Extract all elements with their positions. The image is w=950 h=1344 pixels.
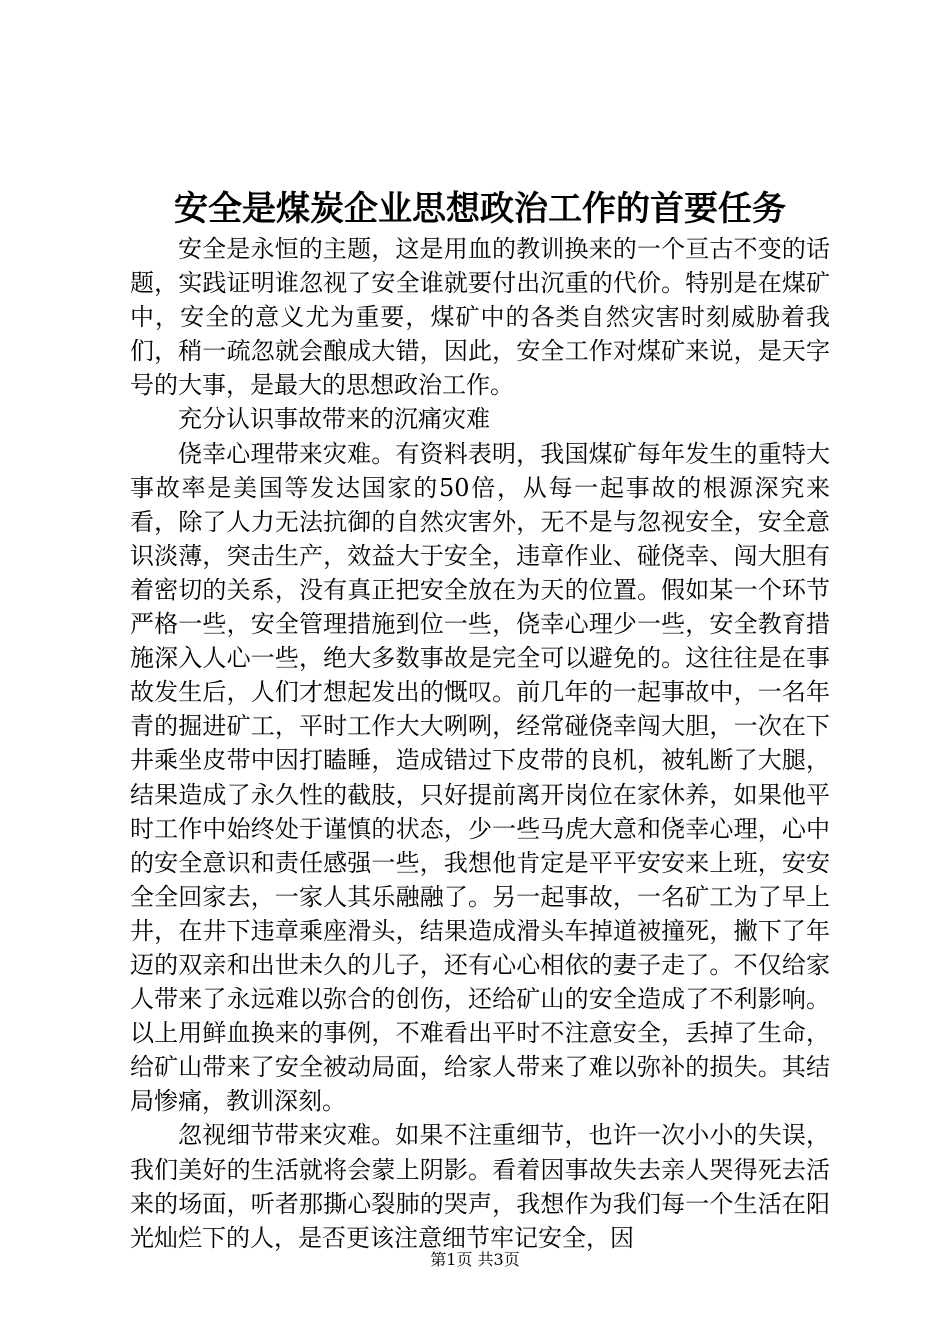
paragraph-luck-mentality: 侥幸心理带来灾难。有资料表明，我国煤矿每年发生的重特大事故率是美国等发达国家的50倍，从每一起事故的根源深究来看，除了人力无法抗御的自然灾害外，无不是与忽视安全，安全意识淡薄，突击生产，效益大于安全，违章作业、碰侥幸、闯大胆有着密切的关系，没有真正把安全放在为天的位置。假如某一个环节严格一些，安全管理措施到位一些，侥幸心理少一些，安全教育措施深入人心一些，绝大多数事故是完全可以避免的。这往往是在事故发生后，人们才想起发出的慨叹。前几年的一起事故中，一名年青的掘进矿工，平时工作大大咧咧，经常碰侥幸闯大胆，一次在下井乘坐皮带中因打瞌睡，造成错过下皮带的良机，被轧断了大腿，结果造成了永久性的截肢，只好提前离开岗位在家休养，如果他平时工作中始终处于谨慎的状态，少一些马虎大意和侥幸心理，心中的安全意识和责任感强一些，我想他肯定是平平安安来上班，安安全全回家去，一家人其乐融融了。另一起事故，一名矿工为了早上井，在井下违章乘座滑头，结果造成滑头车掉道被撞死，撇下了年迈的双亲和出世未久的儿子，还有心心相依的妻子走了。不仅给家人带来了永远难以弥合的创伤，还给矿山的安全造成了不利影响。以上用鲜血换来的事例，不难看出平时不注意安全，丢掉了生命，给矿山带来了安全被动局面，给家人带来了难以弥补的损失。其结局惨痛，教训深刻。 bbox=[130, 439, 830, 1116]
section-heading: 充分认识事故带来的沉痛灾难 bbox=[178, 405, 490, 434]
paragraph-ignoring-details: 忽视细节带来灾难。如果不注重细节，也许一次小小的失误，我们美好的生活就将会蒙上阴影。看着因事故失去亲人哭得死去活来的场面，听者那撕心裂肺的哭声，我想作为我们每一个生活在阳光灿烂下的人，是否更该注意细节牢记安全，因 bbox=[130, 1121, 830, 1252]
document-body bbox=[130, 232, 830, 1255]
page-footer: 第1页 共3页 bbox=[430, 1250, 520, 1269]
paragraph-intro: 安全是永恒的主题，这是用血的教训换来的一个亘古不变的话题，实践证明谁忽视了安全谁就要付出沉重的代价。特别是在煤矿中，安全的意义尤为重要，煤矿中的各类自然灾害时刻威胁着我们，稍一疏忽就会酿成大错，因此，安全工作对煤矿来说，是天字号的大事，是最大的思想政治工作。 bbox=[130, 235, 830, 400]
document-title: 安全是煤炭企业思想政治工作的首要任务 bbox=[174, 189, 786, 229]
